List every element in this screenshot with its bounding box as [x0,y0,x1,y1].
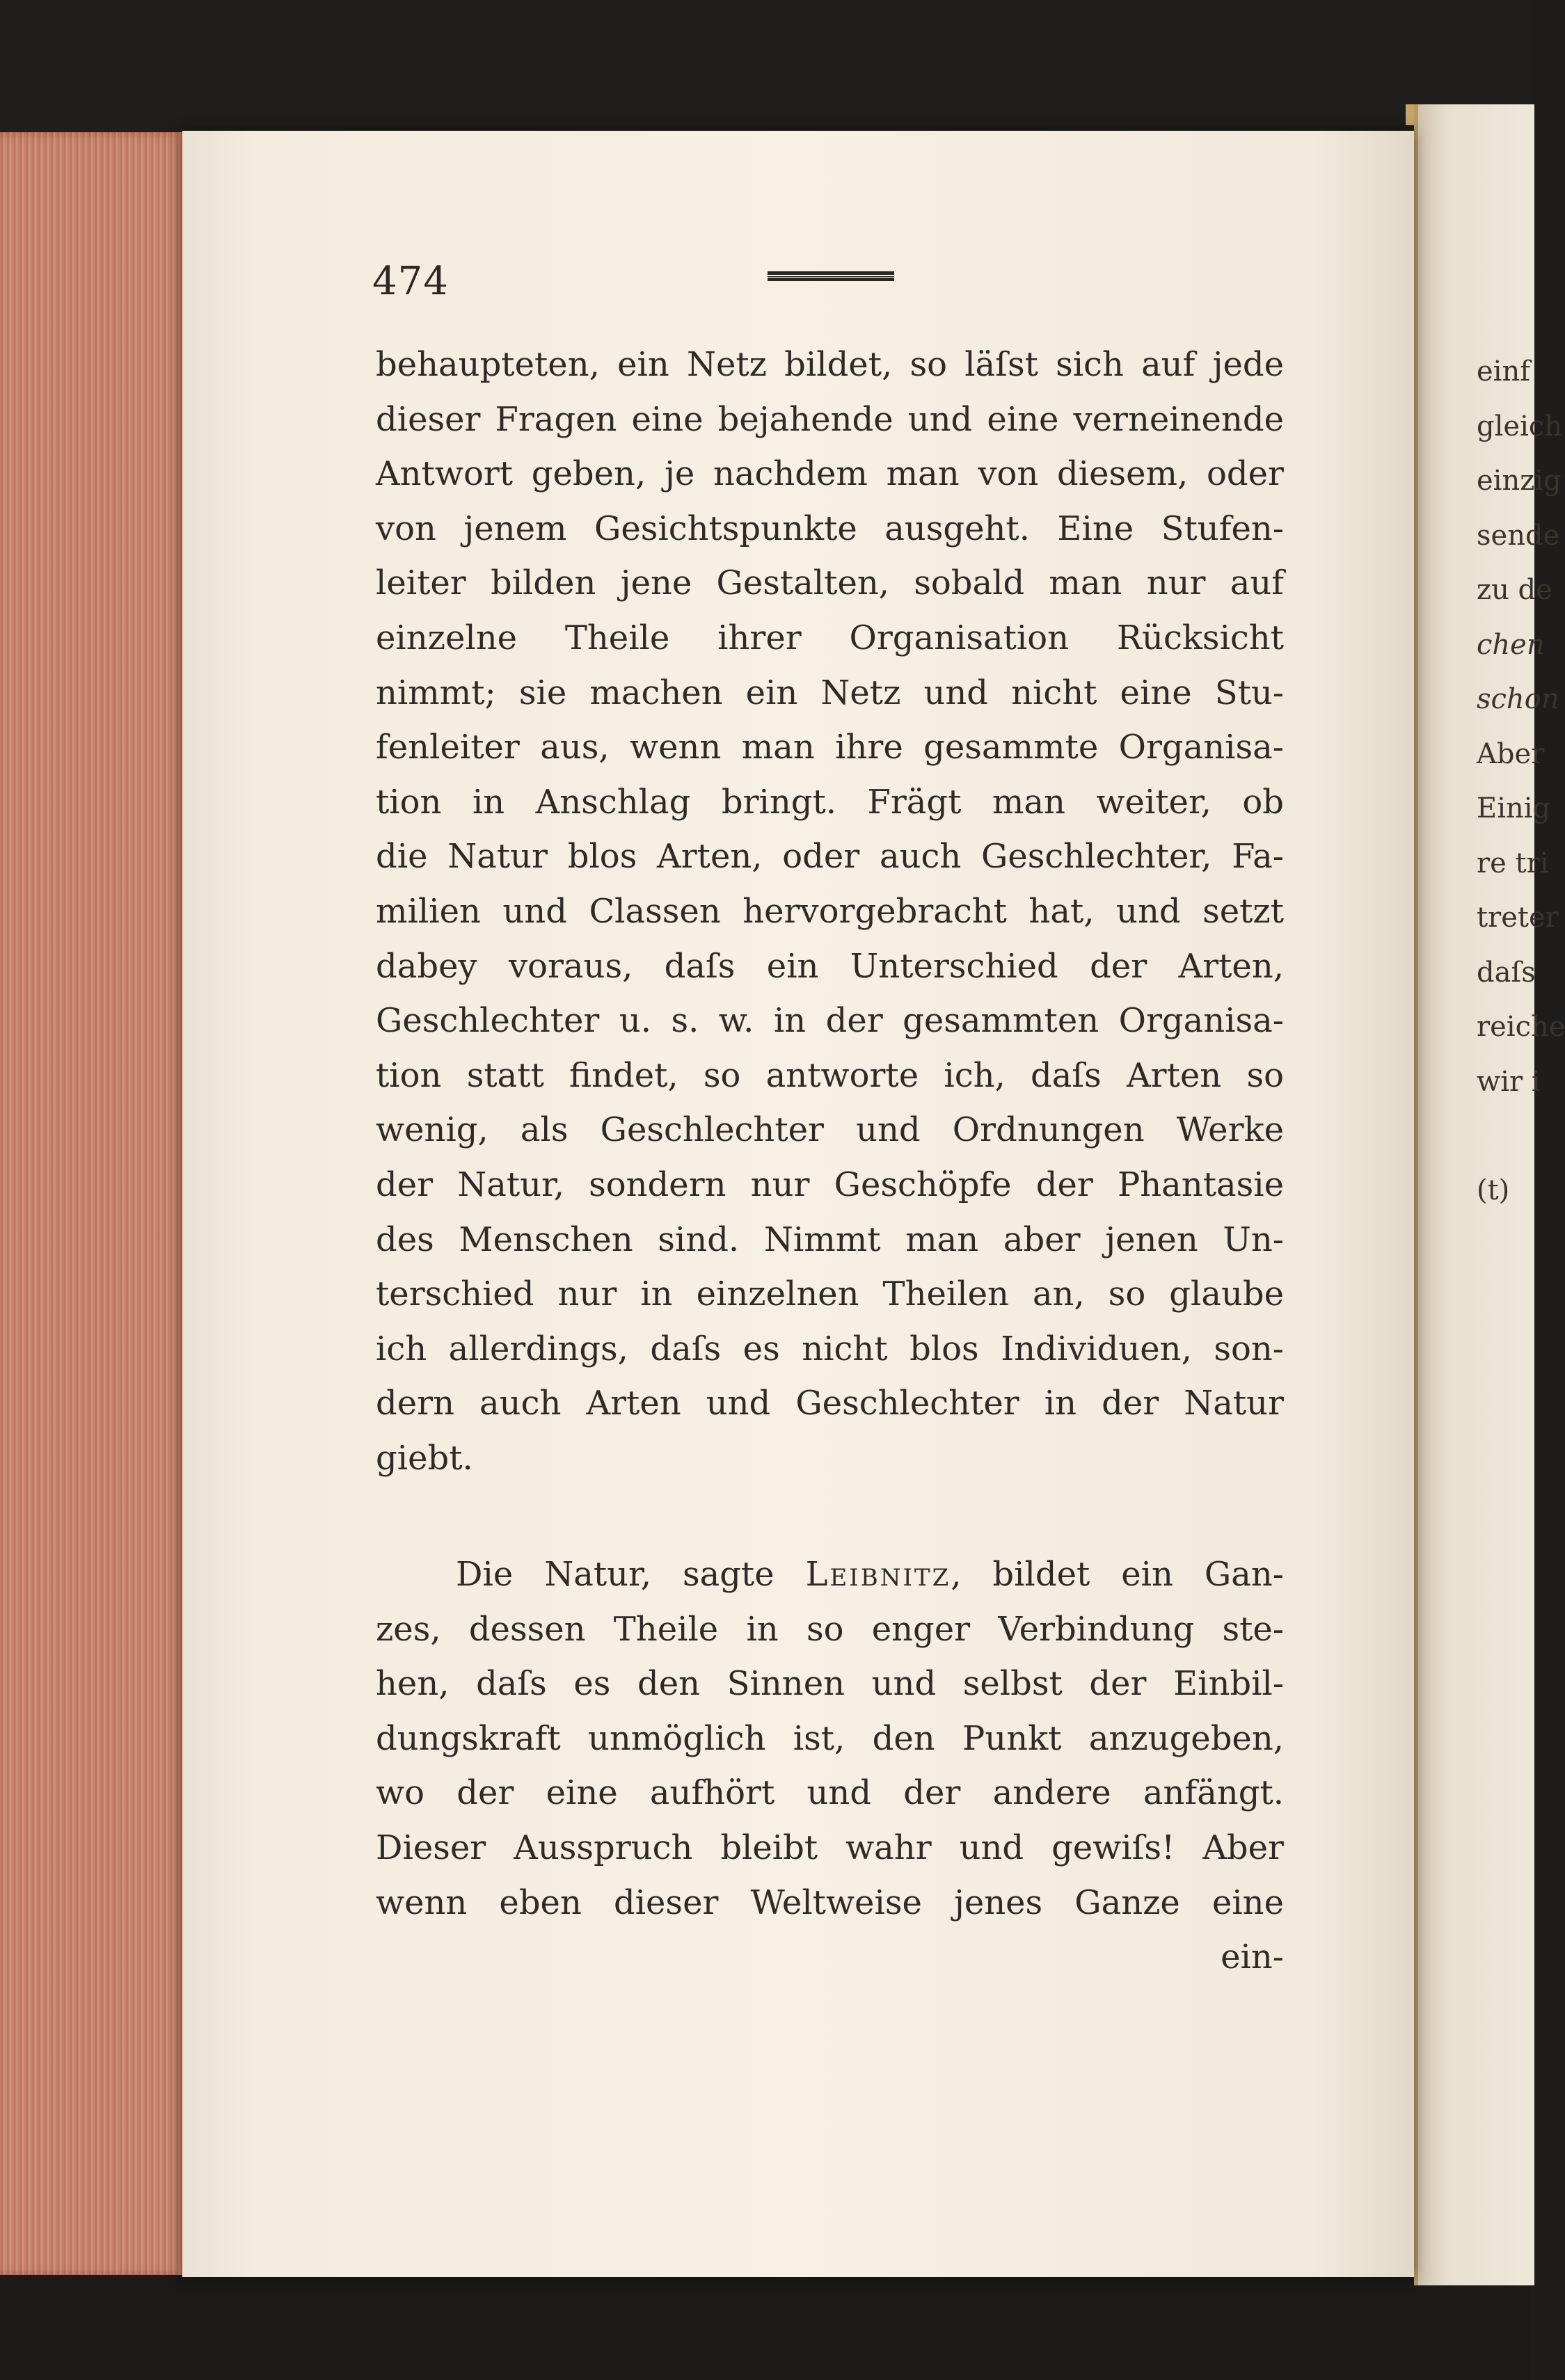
text-line: dungskraft unmöglich ist, den Punkt anzugeben, [376,1718,1284,1758]
fragment-line: chen [1477,628,1545,661]
catchword: ein- [1221,1938,1284,1977]
text-line: die Natur blos Arten, oder auch Geschlechter, Fa- [376,837,1284,877]
text-line: Dieser Ausspruch bleibt wahr und gewiſs! Aber [376,1828,1284,1867]
page-number: 474 [372,259,449,304]
fragment-line: Einig [1477,792,1551,824]
text-line: wo der eine aufhört und der andere anfängt. [376,1773,1284,1813]
text-line: einzelne Theile ihrer Organisation Rücksicht [376,618,1284,657]
fragment-line: treter [1477,902,1559,934]
fragment-line: einf [1477,356,1531,388]
page-edges-left [0,132,188,2275]
text-line: behaupteten, ein Netz bildet, so läſst sich auf jede [376,345,1284,384]
text-line: zes, dessen Theile in so enger Verbindung ste- [376,1609,1284,1649]
header-rule [768,271,894,281]
text-line: dabey voraus, daſs ein Unterschied der Arten, [376,946,1284,986]
fragment-line: Aber [1477,737,1545,770]
fragment-line: sende [1477,519,1560,552]
text-line: des Menschen sind. Nimmt man aber jenen Un- [376,1220,1284,1259]
paragraph-2 [376,1547,1284,1985]
text-line: von jenem Gesichtspunkte ausgeht. Eine Stufen- [376,509,1284,548]
text-line: dieser Fragen eine bejahende und eine verneinende [376,399,1284,439]
text-fragment: Die Natur, sagte [456,1555,774,1594]
fragment-line: daſs [1477,956,1536,989]
background-bottom [0,2275,1530,2380]
text-line: ich allerdings, daſs es nicht blos Individuen, son- [376,1329,1284,1368]
text-line: Antwort geben, je nachdem man von diesem, oder [376,454,1284,494]
text-line: hen, daſs es den Sinnen und selbst der Einbil- [376,1664,1284,1704]
text-line: tion in Anschlag bringt. Frägt man weiter, ob [376,782,1284,822]
paragraph-1 [376,337,1284,1485]
fragment-line: reiche [1477,1011,1565,1043]
fragment-line: wir i [1477,1065,1541,1098]
fragment-line: re tri [1477,847,1549,879]
text-line: dern auch Arten und Geschlechter in der Natur [376,1384,1284,1423]
author-name: Leibnitz [805,1555,951,1594]
text-line: wenig, als Geschlechter und Ordnungen Werke [376,1110,1284,1150]
fragment-line: gleich [1477,410,1563,442]
text-line: leiter bilden jene Gestalten, sobald man nur auf [376,564,1284,603]
text-line: Geschlechter u. s. w. in der gesammten Organisa- [376,1001,1284,1041]
fragment-line: einzig [1477,465,1562,497]
text-line: milien und Classen hervorgebracht hat, und setzt [376,891,1284,931]
text-line: wenn eben dieser Weltweise jenes Ganze eine [376,1883,1284,1922]
text-line: tion statt findet, so antworte ich, daſs Arten so [376,1055,1284,1095]
footnote-mark: (t) [1477,1174,1510,1206]
text-line: nimmt; sie machen ein Netz und nicht eine Stu- [376,673,1284,712]
background-top [0,0,1530,146]
fragment-line: zu de [1477,574,1552,606]
text-line: terschied nur in einzelnen Theilen an, so glaube [376,1275,1284,1314]
text-line: fenleiter aus, wenn man ihre gesammte Organisa- [376,728,1284,767]
facing-page-fragments [1477,344,1565,1218]
text-line: der Natur, sondern nur Geschöpfe der Phantasie [376,1165,1284,1204]
fragment-line: schon [1477,683,1559,715]
text-fragment: , bildet ein Gan- [951,1555,1284,1594]
text-line-first [376,1547,1284,1602]
text-line: giebt. [376,1438,473,1478]
